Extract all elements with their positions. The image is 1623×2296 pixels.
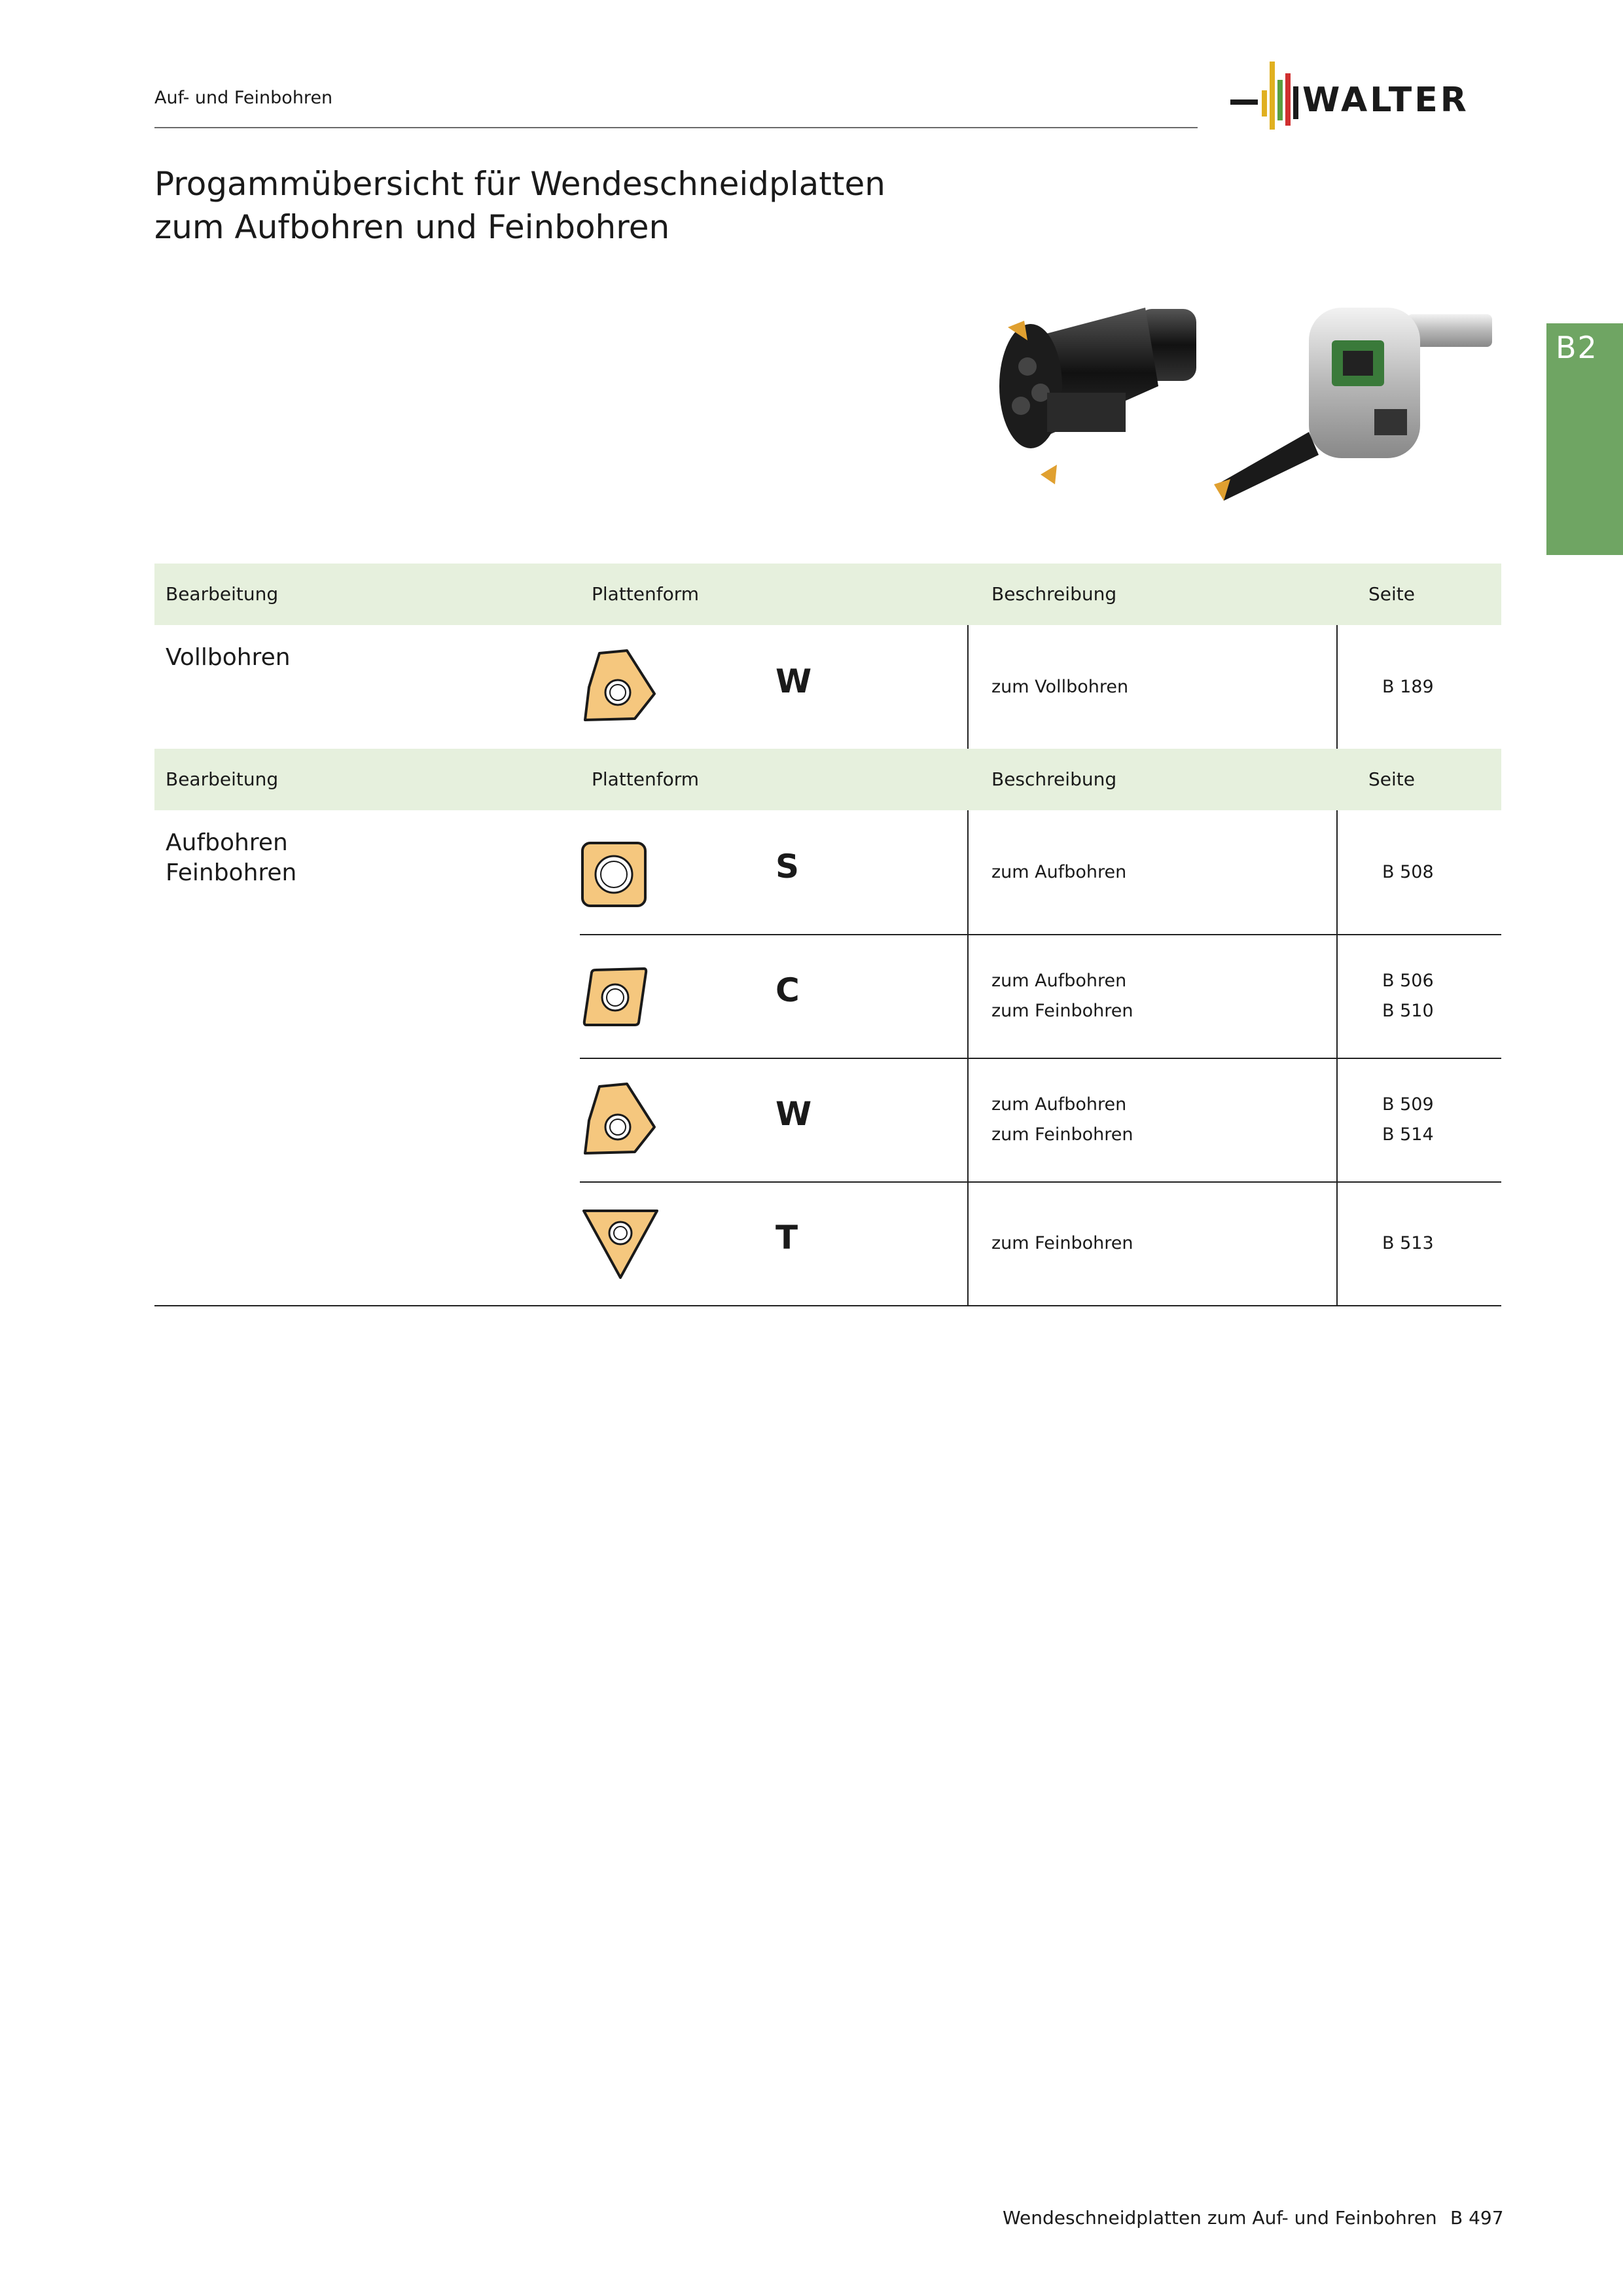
table2-header <box>154 749 1501 810</box>
table2-row3-description-1: zum Aufbohren <box>991 1094 1127 1115</box>
table2-row4-triangle-insert-icon <box>580 1207 661 1282</box>
section-label: Auf- und Feinbohren <box>154 88 333 108</box>
table1-row1-trigon-insert-icon <box>580 648 660 725</box>
table2-row2-rhombic-insert-icon <box>581 966 649 1028</box>
precision-boring-head-image <box>1214 308 1492 501</box>
table1-row1-shape-letter: W <box>776 662 812 700</box>
table2-header-plattenform: Plattenform <box>592 768 700 790</box>
table2-row2-descriptions <box>991 966 1133 1026</box>
table2-header-seite: Seite <box>1368 768 1415 790</box>
walter-logo <box>1228 60 1503 132</box>
table2-row3-descriptions <box>991 1090 1133 1150</box>
table2-bottom-rule <box>154 1305 1501 1306</box>
table2-row3-page-2: B 514 <box>1382 1124 1434 1145</box>
table2-row1-description: zum Aufbohren <box>991 862 1127 882</box>
black-boring-tool-image <box>999 308 1196 484</box>
table2-row3-pages <box>1382 1090 1434 1150</box>
table2-row-separator-3 <box>580 1181 1501 1183</box>
chapter-tab <box>1546 323 1623 555</box>
table1-header-beschreibung: Beschreibung <box>991 583 1117 605</box>
table2-row-separator-1 <box>580 934 1501 935</box>
table1-header-bearbeitung: Bearbeitung <box>166 583 279 605</box>
footer-text: Wendeschneidplatten zum Auf- und Feinbohren <box>1003 2207 1437 2229</box>
table2-operation <box>166 828 296 888</box>
table2-operation-line-1: Aufbohren <box>166 829 288 856</box>
table1-header-seite: Seite <box>1368 583 1415 605</box>
boring-tool-images <box>942 288 1505 511</box>
table2-row2-description-2: zum Feinbohren <box>991 1001 1133 1021</box>
logo-text: WALTER <box>1302 81 1469 120</box>
table1-header-plattenform: Plattenform <box>592 583 700 605</box>
page-title-line-1: Progammübersicht für Wendeschneidplatten <box>154 165 885 203</box>
table2-row3-trigon-insert-icon <box>580 1081 660 1158</box>
table1-row1-description: zum Vollbohren <box>991 677 1129 697</box>
table2-row4-description: zum Feinbohren <box>991 1233 1133 1253</box>
footer-page-number: B 497 <box>1450 2207 1504 2229</box>
table1-row1-page: B 189 <box>1382 677 1434 697</box>
table2-row4-shape-letter: T <box>776 1219 798 1257</box>
table2-row2-shape-letter: C <box>776 971 800 1009</box>
chapter-tab-label: B2 <box>1556 330 1598 365</box>
table2-row3-shape-letter: W <box>776 1095 812 1133</box>
table2-row2-pages <box>1382 966 1434 1026</box>
table2-row3-description-2: zum Feinbohren <box>991 1124 1133 1145</box>
table1-operation: Vollbohren <box>166 644 291 671</box>
table2-header-beschreibung: Beschreibung <box>991 768 1117 790</box>
table2-row2-page-2: B 510 <box>1382 1001 1434 1021</box>
table2-row3-page-1: B 509 <box>1382 1094 1434 1115</box>
table2-row2-page-1: B 506 <box>1382 971 1434 991</box>
table2-row2-description-1: zum Aufbohren <box>991 971 1127 991</box>
header-divider <box>154 127 1198 128</box>
table2-operation-line-2: Feinbohren <box>166 859 297 886</box>
table1-divider-2 <box>1336 625 1338 749</box>
table2-row1-shape-letter: S <box>776 848 800 886</box>
table1-divider-1 <box>967 625 969 749</box>
page-title-line-2: zum Aufbohren und Feinbohren <box>154 208 670 246</box>
table2-row1-page: B 508 <box>1382 862 1434 882</box>
table2-header-bearbeitung: Bearbeitung <box>166 768 279 790</box>
table1-header <box>154 564 1501 625</box>
page-title <box>154 162 885 249</box>
table2-row4-page: B 513 <box>1382 1233 1434 1253</box>
table2-row1-square-insert-icon <box>580 840 648 908</box>
table2-row-separator-2 <box>580 1058 1501 1059</box>
